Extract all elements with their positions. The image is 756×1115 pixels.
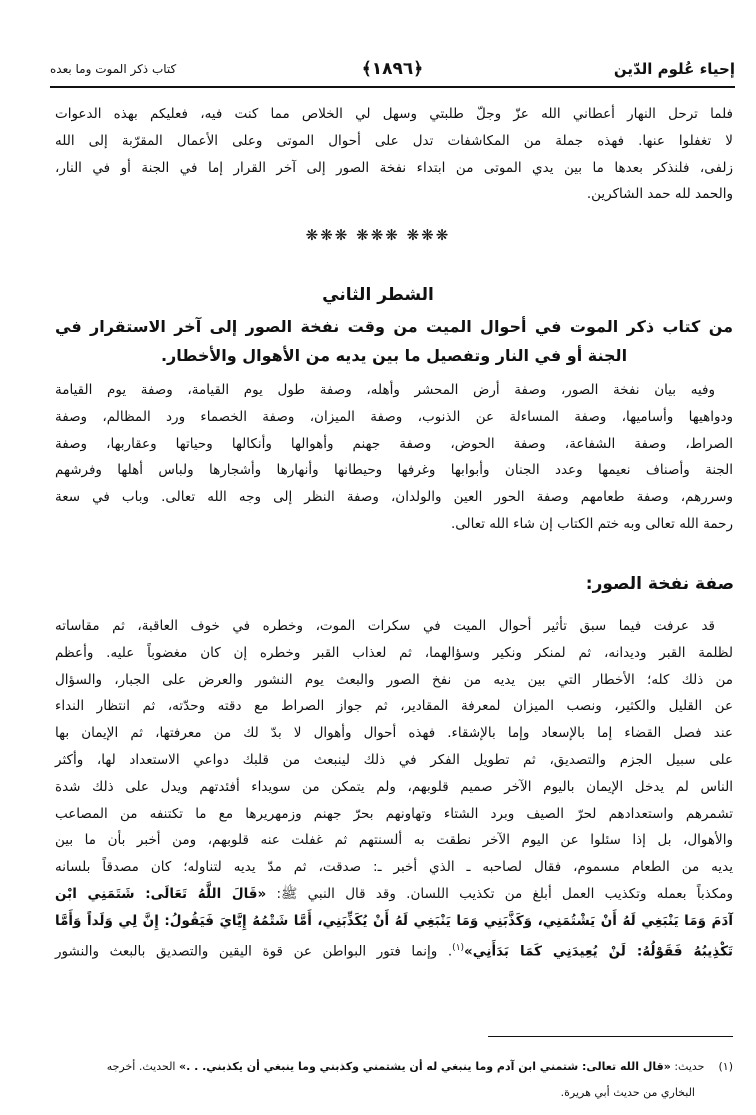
text-line: والحمد لله حمد الشاكرين. [586, 186, 733, 203]
text-line: يديه من الطعام مسموم، فقال لصاحبه ـ الذي أخبر ـ: صدقت، ثم مدّ يديه لتناوله؛ كان مصدقاً بلسانه [55, 859, 733, 876]
part-subtitle [55, 312, 733, 370]
text-line: قد عرفت فيما سبق تأثير أحوال الميت في سكرات الموت، وخطره في خوف العاقبة، ثم مقاساته [55, 618, 715, 634]
contents-paragraph [55, 377, 733, 538]
text-line: عن القليل والكثير، ونصب الميزان لمعرفة المقادير، ثم جواز الصراط مع دقته وحدّته، ثم انتظار النداء [55, 698, 733, 715]
text: ومكذباً بعمله وتكذيب العمل أبلغ من تكذيب اللسان. وقد قال النبي ﷺ: [266, 885, 733, 902]
text-line [55, 935, 733, 965]
body-paragraph [55, 613, 733, 965]
part-title: الشطر الثاني [322, 285, 434, 305]
text-line: والأهوال، بل إذا سئلوا عن اليوم الآخر نطقت به ألسنتهم ثم غفلت عنه قلوبهم، ومن أخبر بأن ما بين [55, 832, 733, 849]
text-line [55, 881, 733, 908]
footnote-line: البخاري من حديث أبي هريرة. [560, 1086, 695, 1099]
footnote-rule [488, 1036, 733, 1037]
text-line: لا تغفلوا عنها. فهذه جملة من المكاشفات تدل على أحوال الموتى وعلى الأعمال المقرّبة إلى الله [55, 132, 733, 149]
text-line: لظلمة القبر وديدانه، ثم لمنكر ونكير وسؤالهما، ثم لعذاب القبر وخطره إن كان مغضوباً عليه. وأعظم [55, 644, 733, 661]
section-heading: صفة نفخة الصور: [585, 574, 734, 594]
text: . وإنما فتور البواطن عن قوة اليقين والتصديق بالبعث والنشور [55, 943, 453, 960]
footnote-number: (١) [718, 1060, 733, 1073]
text-line: الجنة وأصناف نعيمها وعدد الجنان وأبوابها وغرفها وحيطانها وأنهارها وأشجارها ولباس أهلها وفرشهم [55, 462, 733, 479]
footnote [50, 1054, 733, 1106]
page-number: ﴿١٨٩٦﴾ [361, 59, 424, 79]
footnote-quote: «قال الله تعالى: شتمني ابن آدم وما ينبغي له أن يشتمني وكذبني وما ينبغي أن يكذبني. . .» [178, 1060, 671, 1073]
footnote-label: حديث: [670, 1060, 705, 1073]
header-rule [50, 86, 735, 88]
intro-paragraph [55, 101, 733, 208]
subtitle-line: من كتاب ذكر الموت في أحوال الميت من وقت نفخة الصور إلى آخر الاستقرار في [55, 317, 733, 336]
hadith-quote: آدَمَ وَمَا يَنْبَغِي لَهُ أَنْ يَشْتُمَنِي، وَكَذَّبَنِي وَمَا يَنْبَغِي لَهُ أَنْ يُكَذِّبَنِي، أَمَّا شَتْمُهُ إِيَّايَ فَيَقُولُ: إِنَّ لِي وَلَداً وَأَمَّا [55, 912, 733, 929]
book-title: إحياء عُلوم الدّين [613, 60, 735, 78]
subtitle-line: الجنة أو في النار وتفصيل ما بين يديه من الأهوال والأخطار. [160, 346, 628, 365]
text-line: وفيه بيان نفخة الصور، وصفة أرض المحشر وأهله، وصفة طول يوم القيامة، وصفة يوم القيامة [55, 382, 715, 398]
text-line: ودواهيها وأساميها، وصفة المساءلة عن الذنوب، وصفة الميزان، وصفة الخصماء ورد المظالم، وصفة [55, 408, 733, 425]
text-line: على سبيل الجزم والتصديق، ثم تطويل الفكر في ذلك لينبعث من قلبك دواعي الاستعداد لها، وأكثر [55, 751, 733, 768]
footnote-text: الحديث. أخرجه [106, 1060, 179, 1073]
text-line: عند فصل القضاء إما بالإسعاد وإما بالإشقاء. فهذه أحوال وأهوال لا بدّ لك من معرفتها، ثم الإيمان بها [55, 725, 733, 742]
text-line: الناس لم يدخل الإيمان باليوم الآخر صميم قلوبهم، ولم يتمكن من سويداء أفئدتهم ويدل على ذلك شدة [55, 778, 733, 795]
text-line: زلفى، فلنذكر بعدها ما بين يدي الموتى من ابتداء نفخة الصور إلى آخر القرار إما في الجنة أو في النار، [55, 159, 733, 176]
chapter-title: كتاب ذكر الموت وما بعده [50, 62, 177, 76]
text-line: وسررهم، وصفة طعامهم وصفة الحور العين والولدان، وصفة النظر إلى وجه الله تعالى. وباب في سعة [55, 489, 733, 506]
text-line: تشمرهم واستعدادهم لحرّ الصيف وبرد الشتاء وتهاونهم بحرّ جهنم وزمهريرها مع ما تكتنفه من المصاعب [55, 805, 733, 822]
hadith-quote: «قَالَ اللَّهُ تَعَالَى: شَتَمَنِي ابْن [55, 885, 267, 902]
running-header [50, 58, 735, 84]
text-line: فلما ترحل النهار أعطاني الله عزّ وجلّ طلبتي وسهل لي الخلاص مما كنت فيه، فعليكم بهذه الدعوات [55, 106, 733, 122]
footnote-line [50, 1054, 733, 1080]
text-line: من ذلك كله؛ الأخطار التي بين يديه من نفخ الصور والبعث يوم النشور والعرض على الجبار، والسؤال [55, 671, 733, 688]
footnote-ref[interactable]: (١) [452, 942, 465, 953]
hadith-quote: تَكْذِيبُهُ فَقَوْلُهُ: لَنْ يُعِيدَنِي كَمَا بَدَأَنِي» [464, 943, 733, 960]
section-separator: ❋❋❋ ❋❋❋ ❋❋❋ [305, 226, 451, 244]
text-line: رحمة الله تعالى وبه ختم الكتاب إن شاء الله تعالى. [450, 515, 733, 532]
text-line: الصراط، وصفة الشفاعة، وصفة الحوض، وصفة جهنم وأهوالها وأنكالها وحياتها وعقاربها، وصفة [55, 435, 733, 452]
